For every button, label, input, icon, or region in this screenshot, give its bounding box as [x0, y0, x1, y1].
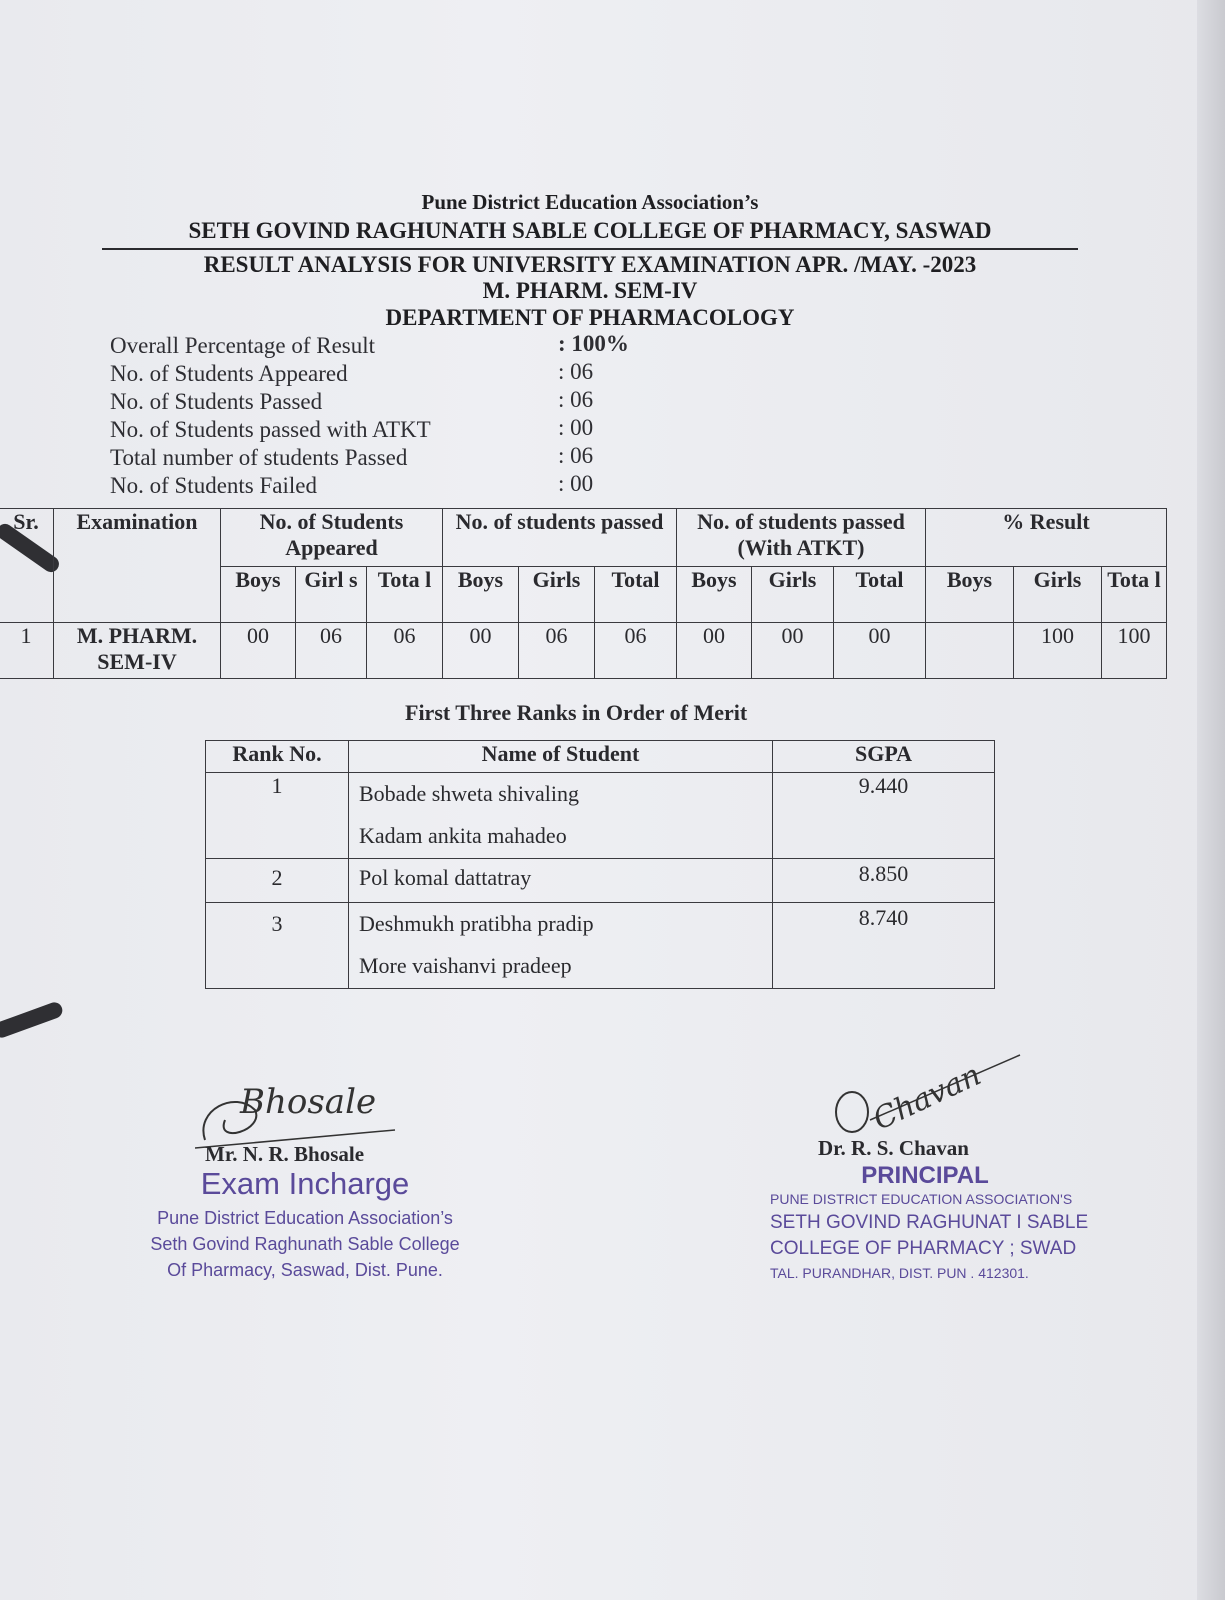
- result-header: % Result: [926, 509, 1167, 567]
- sgpa-header: SGPA: [773, 741, 995, 773]
- student-name: Kadam ankita mahadeo: [359, 823, 567, 848]
- signature-chavan: [830, 1050, 1030, 1140]
- signature-bhosale: [195, 1070, 435, 1150]
- student-name: Pol komal dattatray: [349, 859, 773, 903]
- col-total: Total: [834, 567, 926, 623]
- stat-label: Total number of students Passed: [110, 445, 408, 470]
- name-cell: [349, 773, 773, 859]
- sgpa-cell: 8.850: [773, 859, 995, 903]
- merit-title: First Three Ranks in Order of Merit: [405, 700, 748, 725]
- rank-cell: 3: [206, 903, 349, 989]
- cell-sr: 1: [0, 623, 54, 679]
- col-boys: Boys: [677, 567, 752, 623]
- stat-value: : 00: [558, 415, 594, 440]
- student-name: More vaishanvi pradeep: [359, 953, 572, 978]
- department-title: DEPARTMENT OF PHARMACOLOGY: [385, 305, 795, 330]
- cell-exam: M. PHARM. SEM-IV: [54, 623, 221, 679]
- exam-incharge-stamp: [125, 1205, 485, 1283]
- principal-name: Dr. R. S. Chavan: [818, 1136, 969, 1160]
- rank-cell: 2: [206, 859, 349, 903]
- cell-value: 06: [519, 623, 595, 679]
- cell-value: 00: [443, 623, 519, 679]
- course-title: M. PHARM. SEM-IV: [482, 278, 698, 303]
- stat-value: : 06: [558, 443, 594, 468]
- cell-value: 06: [595, 623, 677, 679]
- col-girls: Girls: [1014, 567, 1102, 623]
- cell-value: 00: [221, 623, 296, 679]
- cell-value: 100: [1102, 623, 1167, 679]
- header-divider: [102, 248, 1078, 250]
- exam-incharge-role: Exam Incharge: [200, 1166, 410, 1201]
- sgpa-cell: 9.440: [773, 773, 995, 859]
- association-title: Pune District Education Association’s: [421, 190, 759, 214]
- cell-value: 06: [367, 623, 443, 679]
- col-boys: Boys: [443, 567, 519, 623]
- principal-stamp: [770, 1188, 1100, 1284]
- page-edge: [1197, 0, 1225, 1600]
- merit-table: [205, 740, 995, 989]
- col-girls: Girls: [519, 567, 595, 623]
- college-title: SETH GOVIND RAGHUNATH SABLE COLLEGE OF PHARMACY, SASWAD: [188, 218, 992, 243]
- rank-header: Rank No.: [206, 741, 349, 773]
- stat-value: : 00: [558, 471, 594, 496]
- rank-cell: 1: [206, 773, 349, 859]
- col-boys: Boys: [221, 567, 296, 623]
- stamp-line: Seth Govind Raghunath Sable College: [150, 1234, 460, 1254]
- name-header: Name of Student: [349, 741, 773, 773]
- appeared-header: No. of Students Appeared: [221, 509, 443, 567]
- stat-value: : 100%: [558, 331, 629, 356]
- stat-label: No. of Students passed with ATKT: [110, 417, 431, 442]
- stamp-line: Pune District Education Association’s: [157, 1208, 453, 1228]
- stamp-line: COLLEGE OF PHARMACY ; SWAD: [770, 1238, 1077, 1259]
- examination-header: Examination: [54, 509, 221, 623]
- col-total: Total: [595, 567, 677, 623]
- stat-label: No. of Students Failed: [110, 473, 317, 498]
- principal-role: PRINCIPAL: [861, 1162, 989, 1189]
- stat-label: No. of Students Passed: [110, 389, 323, 414]
- signature-text: Bhosale: [240, 1082, 377, 1122]
- stat-label: Overall Percentage of Result: [110, 333, 376, 358]
- cell-value: 06: [296, 623, 367, 679]
- col-girls: Girl s: [296, 567, 367, 623]
- sr-header: Sr.: [0, 509, 54, 623]
- signature-text: Chavan: [867, 1057, 987, 1138]
- atkt-header: No. of students passed (With ATKT): [677, 509, 926, 567]
- name-cell: [349, 903, 773, 989]
- stat-label: No. of Students Appeared: [110, 361, 348, 386]
- result-table: [0, 508, 1167, 679]
- binder-clip: [0, 1000, 65, 1040]
- col-total: Tota l: [1102, 567, 1167, 623]
- cell-value: [926, 623, 1014, 679]
- col-boys: Boys: [926, 567, 1014, 623]
- cell-value: 100: [1014, 623, 1102, 679]
- stat-value: : 06: [558, 359, 594, 384]
- stamp-line: PUNE DISTRICT EDUCATION ASSOCIATION'S: [770, 1191, 1073, 1207]
- passed-header: No. of students passed: [443, 509, 677, 567]
- analysis-title: RESULT ANALYSIS FOR UNIVERSITY EXAMINATION APR. /MAY. -2023: [203, 252, 977, 277]
- col-total: Tota l: [367, 567, 443, 623]
- stat-value: : 06: [558, 387, 594, 412]
- stamp-line: TAL. PURANDHAR, DIST. PUN . 412301.: [770, 1265, 1029, 1281]
- col-girls: Girls: [752, 567, 834, 623]
- student-name: Bobade shweta shivaling: [359, 781, 579, 806]
- exam-incharge-name: Mr. N. R. Bhosale: [205, 1142, 365, 1166]
- cell-value: 00: [834, 623, 926, 679]
- student-name: Deshmukh pratibha pradip: [359, 911, 594, 936]
- cell-value: 00: [677, 623, 752, 679]
- sgpa-cell: 8.740: [773, 903, 995, 989]
- stamp-line: Of Pharmacy, Saswad, Dist. Pune.: [167, 1260, 443, 1280]
- stamp-line: SETH GOVIND RAGHUNAT I SABLE: [770, 1212, 1089, 1233]
- cell-value: 00: [752, 623, 834, 679]
